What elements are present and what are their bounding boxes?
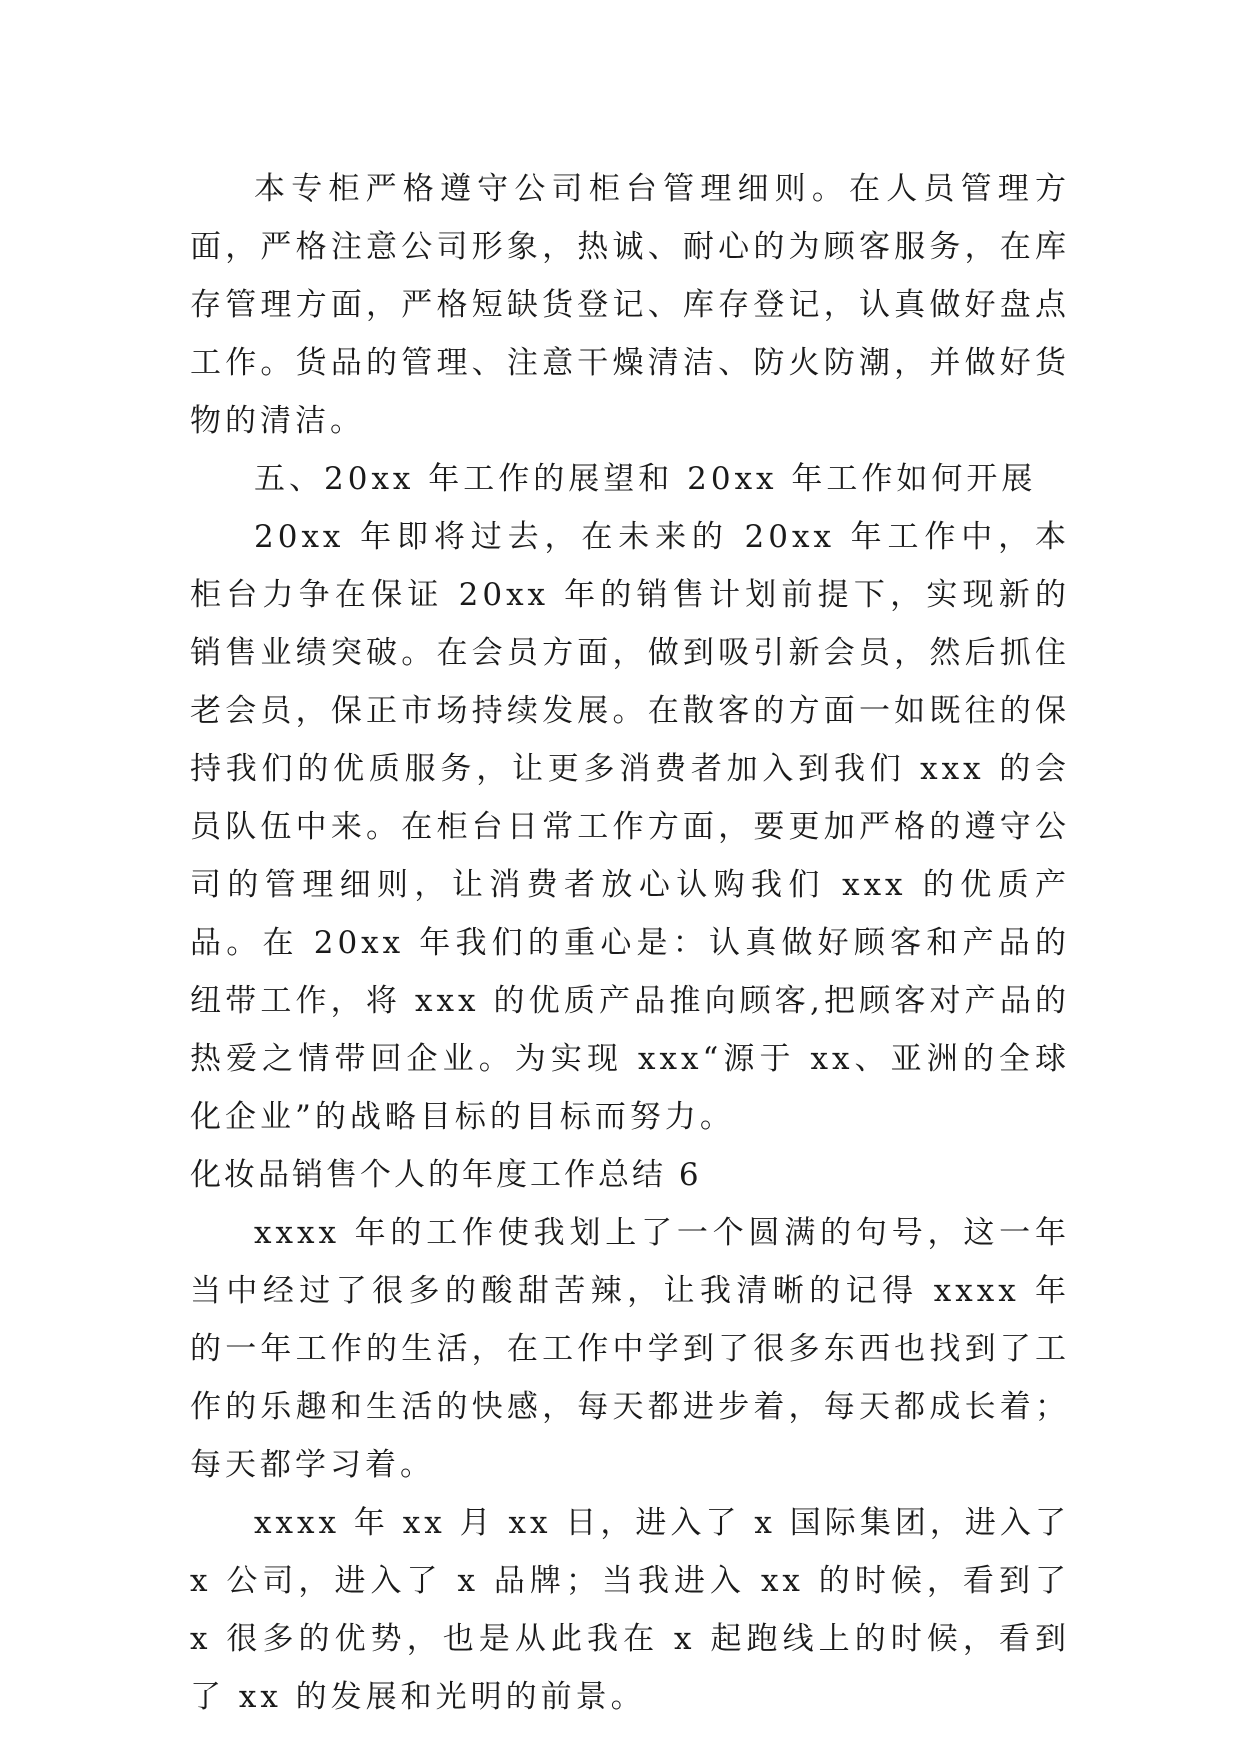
paragraph-year-review: xxxx 年的工作使我划上了一个圆满的句号，这一年当中经过了很多的酸甜苦辣，让我清晰的记得 xxxx 年的一年工作的生活，在工作中学到了很多东西也找到了工作的乐趣和生活的快感，每天都进步着，每天都成长着；每天都学习着。 [190, 1215, 1070, 1483]
document-title: 化妆品销售个人的年度工作总结 6 [190, 1157, 702, 1193]
document-body [190, 160, 1070, 1726]
paragraph-work-plan: 20xx 年即将过去，在未来的 20xx 年工作中，本柜台力争在保证 20xx 年的销售计划前提下，实现新的销售业绩突破。在会员方面，做到吸引新会员，然后抓住老会员，保正市场持续发展。在散客的方面一如既往的保持我们的优质服务，让更多消费者加入到我们 xxx 的会员队伍中来。在柜台日常工作方面，要更加严格的遵守公司的管理细则，让消费者放心认购我们 xxx 的优质产品。在 20xx 年我们的重心是：认真做好顾客和产品的纽带工作，将 xxx 的优质产品推向顾客,把顾客对产品的热爱之情带回企业。为实现 xxx“源于 xx、亚洲的全球化企业”的战略目标的目标而努力。 [190, 519, 1070, 1135]
paragraph-counter-management: 本专柜严格遵守公司柜台管理细则。在人员管理方面，严格注意公司形象，热诚、耐心的为顾客服务，在库存管理方面，严格短缺货登记、库存登记，认真做好盘点工作。货品的管理、注意干燥清洁、防火防潮，并做好货物的清洁。 [190, 171, 1070, 439]
paragraph-joining-company: xxxx 年 xx 月 xx 日，进入了 x 国际集团，进入了 x 公司，进入了 x 品牌；当我进入 xx 的时候，看到了 x 很多的优势，也是从此我在 x 起跑线上的时候，看到了 xx 的发展和光明的前景。 [190, 1505, 1070, 1715]
section-heading-outlook: 五、20xx 年工作的展望和 20xx 年工作如何开展 [254, 461, 1037, 497]
